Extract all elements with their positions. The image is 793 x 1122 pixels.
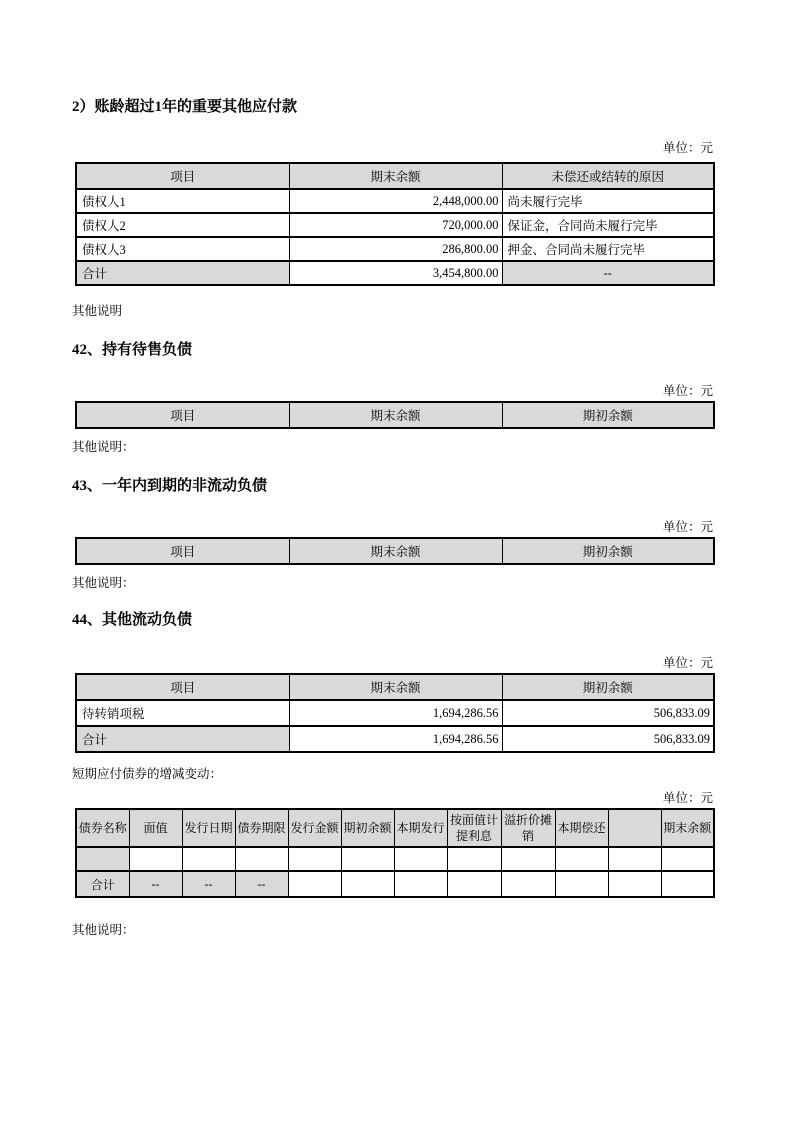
blank-cell: [235, 847, 288, 871]
reason-cell: 押金、合同尚未履行完毕: [502, 237, 714, 261]
total-label-cell: 合计: [76, 726, 289, 752]
table-row: [76, 213, 714, 237]
section-43-title: 43、一年内到期的非流动负债: [72, 478, 268, 494]
section-44-title: 44、其他流动负债: [72, 612, 193, 628]
blank-cell: [608, 847, 661, 871]
aging-section-title: 2）账龄超过1年的重要其他应付款: [72, 99, 298, 115]
blank-cell: [182, 847, 235, 871]
other-note: 其他说明: [72, 304, 123, 318]
unit-label: 单位：元: [662, 656, 713, 670]
column-header-item: 项目: [76, 674, 289, 700]
table-row: [76, 189, 714, 213]
blank-cell: [288, 847, 341, 871]
column-header-beginning-balance: 期初余额: [502, 538, 714, 564]
total-amount-cell: 3,454,800.00: [289, 261, 502, 285]
column-header-ending-balance: 期末余额: [289, 163, 502, 189]
other-note: 其他说明：: [72, 440, 135, 454]
column-header-beginning-balance: 期初余额: [502, 402, 714, 428]
ending-balance-cell: 1,694,286.56: [289, 700, 502, 726]
blank-cell: [555, 847, 608, 871]
creditor-name-cell: 债权人2: [76, 213, 289, 237]
reason-cell: 尚未履行完毕: [502, 189, 714, 213]
column-header-bond-name: 债券名称: [76, 809, 129, 847]
table-header-row: [76, 809, 714, 847]
table-row: [76, 847, 714, 871]
column-header-ending-balance: 期末余额: [289, 402, 502, 428]
blank-cell: [501, 871, 555, 897]
total-ending-cell: 1,694,286.56: [289, 726, 502, 752]
table-header-row: [76, 674, 714, 700]
unit-label: 单位：元: [662, 520, 713, 534]
column-header-blank: [608, 809, 661, 847]
column-header-bond-term: 债券期限: [235, 809, 288, 847]
table-header-row: [76, 163, 714, 189]
blank-cell: [501, 847, 555, 871]
creditor-name-cell: 债权人1: [76, 189, 289, 213]
aging-payables-table: [75, 162, 715, 286]
total-row: [76, 726, 714, 752]
total-row: [76, 871, 714, 897]
column-header-premium-amortization: 溢折价摊销: [501, 809, 555, 847]
total-dash-cell: --: [182, 871, 235, 897]
column-header-beginning-balance: 期初余额: [502, 674, 714, 700]
total-label-cell: 合计: [76, 261, 289, 285]
table-header-row: [76, 538, 714, 564]
unit-label: 单位：元: [662, 141, 713, 155]
blank-cell: [394, 847, 447, 871]
due-within-one-year-table: [75, 537, 715, 565]
blank-cell: [661, 847, 714, 871]
section-42-title: 42、持有待售负债: [72, 342, 193, 358]
column-header-ending-balance: 期末余额: [289, 538, 502, 564]
amount-cell: 2,448,000.00: [289, 189, 502, 213]
other-note: 其他说明：: [72, 576, 135, 590]
blank-cell: [447, 871, 501, 897]
other-note: 其他说明：: [72, 923, 135, 937]
column-header-ending-balance: 期末余额: [661, 809, 714, 847]
blank-cell: [394, 871, 447, 897]
creditor-name-cell: 债权人3: [76, 237, 289, 261]
column-header-repaid-this-period: 本期偿还: [555, 809, 608, 847]
column-header-beginning-balance: 期初余额: [341, 809, 394, 847]
column-header-interest-at-par: 按面值计提利息: [447, 809, 501, 847]
bond-change-label: 短期应付债券的增减变动：: [72, 767, 223, 781]
table-row: [76, 700, 714, 726]
blank-cell: [555, 871, 608, 897]
blank-cell: [608, 871, 661, 897]
total-beginning-cell: 506,833.09: [502, 726, 714, 752]
column-header-item: 项目: [76, 538, 289, 564]
reason-cell: 保证金，合同尚未履行完毕: [502, 213, 714, 237]
total-dash-cell: --: [129, 871, 182, 897]
blank-cell: [288, 871, 341, 897]
other-current-liabilities-table: [75, 673, 715, 753]
blank-cell: [447, 847, 501, 871]
column-header-issue-amount: 发行金额: [288, 809, 341, 847]
column-header-item: 项目: [76, 402, 289, 428]
total-label-cell: 合计: [76, 871, 129, 897]
blank-cell: [129, 847, 182, 871]
item-cell: 待转销项税: [76, 700, 289, 726]
unit-label: 单位：元: [662, 384, 713, 398]
short-term-bond-table: [75, 808, 715, 898]
held-for-sale-table: [75, 401, 715, 429]
bond-name-cell: [76, 847, 129, 871]
blank-cell: [341, 871, 394, 897]
column-header-issue-date: 发行日期: [182, 809, 235, 847]
beginning-balance-cell: 506,833.09: [502, 700, 714, 726]
table-header-row: [76, 402, 714, 428]
column-header-ending-balance: 期末余额: [289, 674, 502, 700]
total-dash-cell: --: [235, 871, 288, 897]
total-row: [76, 261, 714, 285]
blank-cell: [661, 871, 714, 897]
unit-label: 单位：元: [662, 791, 713, 805]
table-row: [76, 237, 714, 261]
blank-cell: [341, 847, 394, 871]
column-header-par-value: 面值: [129, 809, 182, 847]
column-header-issued-this-period: 本期发行: [394, 809, 447, 847]
total-reason-cell: --: [502, 261, 714, 285]
amount-cell: 720,000.00: [289, 213, 502, 237]
column-header-item: 项目: [76, 163, 289, 189]
column-header-reason: 未偿还或结转的原因: [502, 163, 714, 189]
amount-cell: 286,800.00: [289, 237, 502, 261]
